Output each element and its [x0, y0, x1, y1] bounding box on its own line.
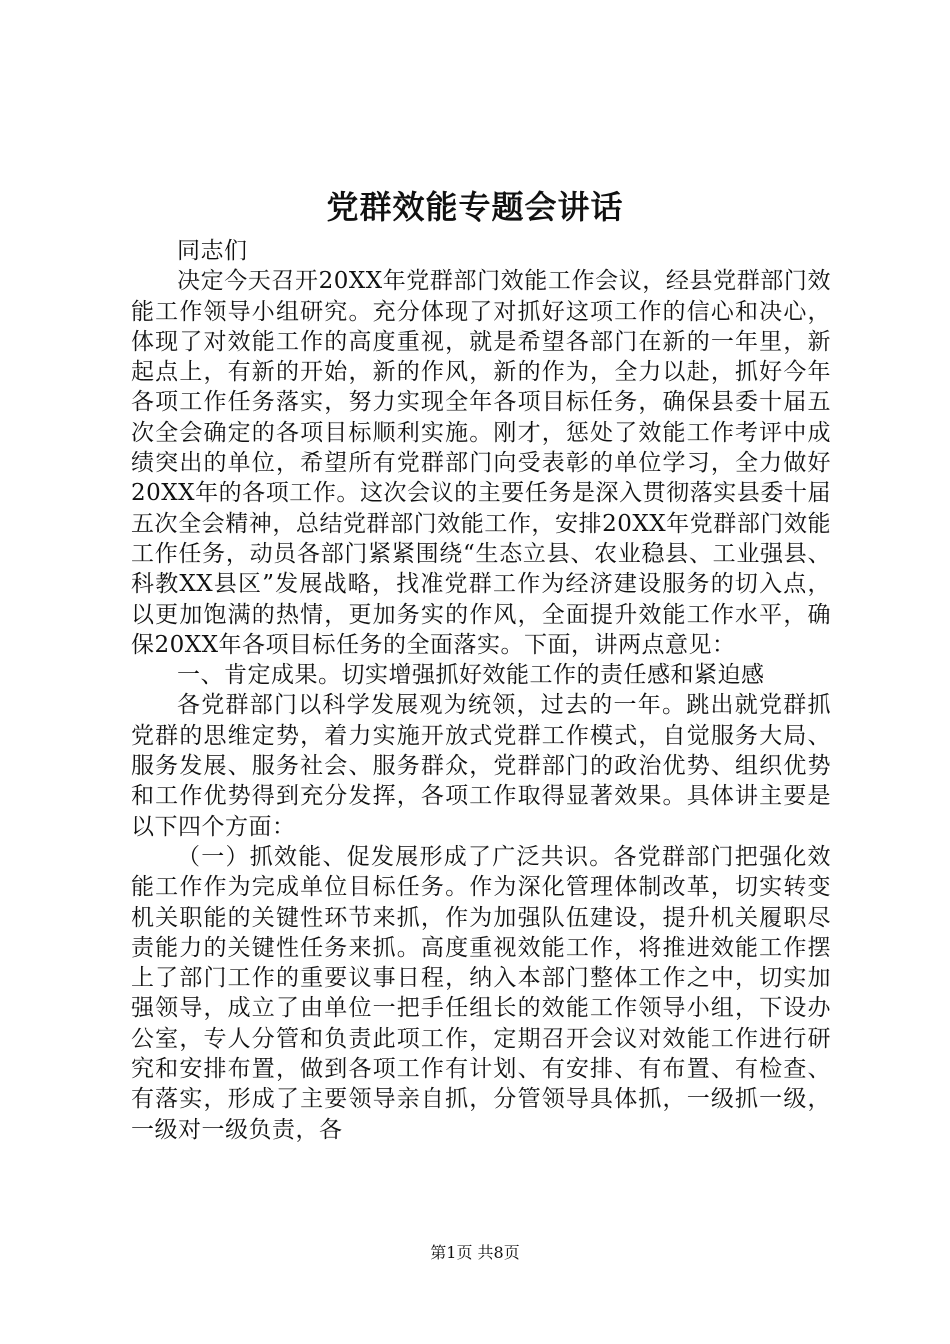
page-number-footer: 第1页 共8页 [430, 1243, 520, 1262]
intro-paragraph: 决定今天召开20XX年党群部门效能工作会议，经县党群部门效能工作领导小组研究。充分体现了对抓好这项工作的信心和决心，体现了对效能工作的高度重视，就是希望各部门在新的一年里，新起点上，有新的开始，新的作风，新的作为，全力以赴，抓好今年各项工作任务落实，努力实现全年各项目标任务，确保县委十届五次全会确定的各项目标顺利实施。刚才，惩处了效能工作考评中成绩突出的单位，希望所有党群部门向受表彰的单位学习，全力做好20XX年的各项工作。这次会议的主要任务是深入贯彻落实县委十届五次全会精神，总结党群部门效能工作，安排20XX年党群部门效能工作任务，动员各部门紧紧围绕“生态立县、农业稳县、工业强县、科教XX县区”发展战略，找准党群工作为经济建设服务的切入点，以更加饱满的热情，更加务实的作风，全面提升效能工作水平，确保20XX年各项目标任务的全面落实。下面，讲两点意见： [131, 268, 831, 658]
document-title: 党群效能专题会讲话 [326, 188, 624, 226]
document-body [131, 236, 831, 1145]
body-paragraph: （一）抓效能、促发展形成了广泛共识。各党群部门把强化效能工作作为完成单位目标任务。作为深化管理体制改革，切实转变机关职能的关键性环节来抓，作为加强队伍建设，提升机关履职尽责能力的关键性任务来抓。高度重视效能工作，将推进效能工作摆上了部门工作的重要议事日程，纳入本部门整体工作之中，切实加强领导，成立了由单位一把手任组长的效能工作领导小组，下设办公室，专人分管和负责此项工作，定期召开会议对效能工作进行研究和安排布置，做到各项工作有计划、有安排、有布置、有检查、有落实，形成了主要领导亲自抓，分管领导具体抓，一级抓一级，一级对一级负责，各 [131, 843, 831, 1143]
body-paragraph: 各党群部门以科学发展观为统领，过去的一年。跳出就党群抓党群的思维定势，着力实施开放式党群工作模式，自觉服务大局、服务发展、服务社会、服务群众，党群部门的政治优势、组织优势和工作优势得到充分发挥，各项工作取得显著效果。具体讲主要是以下四个方面： [131, 692, 831, 840]
section-heading-1: 一、肯定成果。切实增强抓好效能工作的责任感和紧迫感 [177, 662, 765, 689]
salutation-paragraph: 同志们 [177, 238, 248, 264]
